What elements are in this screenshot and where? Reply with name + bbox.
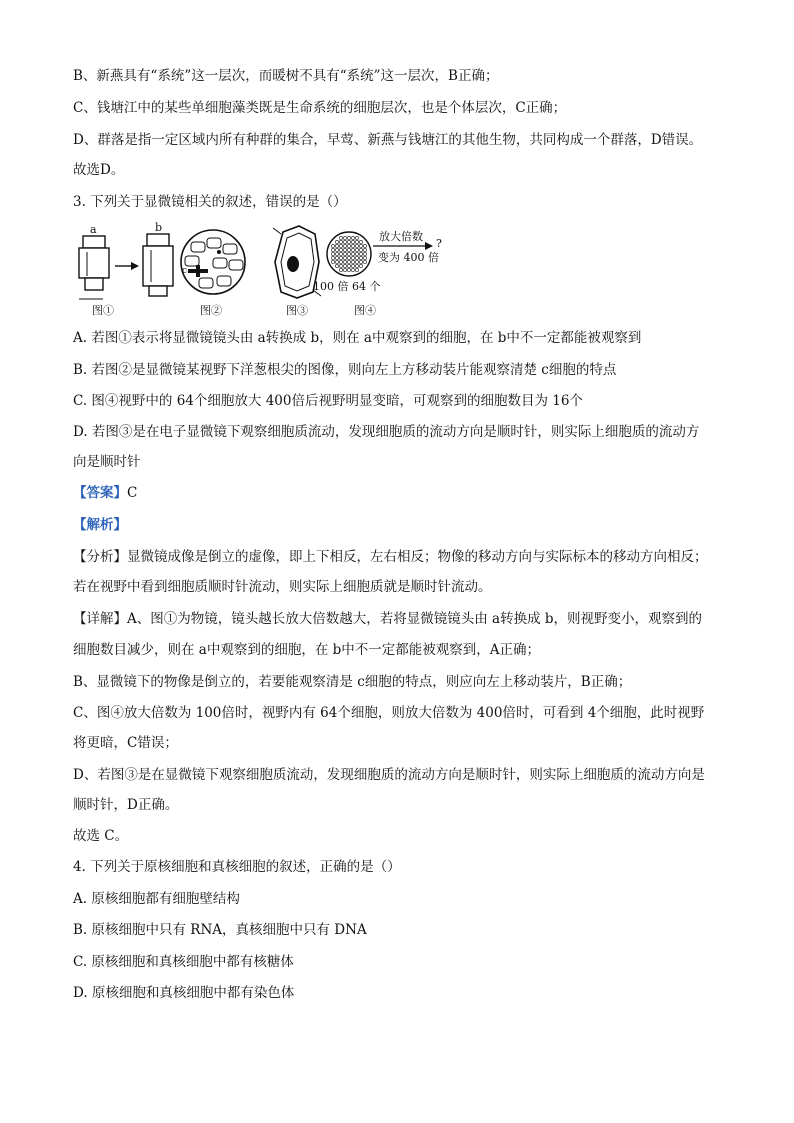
cell-dot — [343, 256, 346, 259]
bracket-close: 】 — [113, 611, 127, 627]
answer-line — [73, 483, 733, 503]
cell-dot — [355, 256, 358, 259]
magnify-bottom-label: 变为 400 倍 — [378, 251, 439, 264]
cell-dot — [359, 256, 362, 259]
text-line: 故选D。 — [73, 162, 125, 178]
cell-dot — [343, 264, 346, 267]
arrow-icon — [115, 262, 139, 270]
question-3: 3. 下列关于显微镜相关的叙述，错误的是（） — [73, 194, 347, 210]
cell-dot — [343, 268, 346, 271]
lens-label-a: a — [90, 223, 97, 236]
text-line: 将更暗，C错误； — [73, 735, 178, 751]
cell-dot — [351, 268, 354, 271]
xiangjie-line — [73, 609, 733, 629]
cell-dot — [359, 264, 362, 267]
cell-dot — [331, 244, 334, 247]
cell-dot — [339, 248, 342, 251]
cell-dot — [343, 244, 346, 247]
cell-dot — [335, 252, 338, 255]
cell-dot — [339, 268, 342, 271]
cell-dot — [335, 260, 338, 263]
text-line: C、图④放大倍数为 100倍时，视野内有 64个细胞，则放大倍数为 400倍时，可看到 4个细胞，此时视野 — [73, 705, 705, 721]
bracket-close: 】 — [113, 517, 127, 533]
objective-lens-b-icon — [143, 234, 173, 296]
question-4: 4. 下列关于原核细胞和真核细胞的叙述，正确的是（） — [73, 859, 401, 875]
microscope-figure — [73, 222, 453, 318]
objective-lens-a-icon — [79, 236, 109, 290]
cell-dot — [351, 240, 354, 243]
cell-field-icon — [327, 232, 371, 276]
cell-dot — [351, 244, 354, 247]
answer-value: C — [127, 485, 138, 501]
option-d-cont: 向是顺时针 — [73, 454, 141, 470]
xiangjie-text: A、图①为物镜，镜头越长放大倍数越大，若将显微镜镜头由 a转换成 b，则视野变小，观察到的 — [127, 611, 703, 627]
cell-dot — [351, 252, 354, 255]
cell-dot — [359, 252, 362, 255]
cell-dot — [335, 244, 338, 247]
option-d: D. 若图③是在电子显微镜下观察细胞质流动，发现细胞质的流动方向是顺时针，则实际上细胞质的流动方 — [73, 424, 700, 440]
bracket-close: 】 — [113, 549, 127, 565]
cell-dot — [331, 256, 334, 259]
cell-dot — [347, 236, 350, 239]
cell-dot — [355, 268, 358, 271]
cell-dot — [355, 236, 358, 239]
bracket-open: 【 — [73, 611, 87, 627]
cell-dot — [335, 240, 338, 243]
cell-dot — [347, 256, 350, 259]
question-mark: ? — [436, 237, 442, 250]
option-c: C. 原核细胞和真核细胞中都有核糖体 — [73, 954, 294, 970]
figure-caption-1: 图① — [92, 304, 114, 317]
cell-dot — [347, 248, 350, 251]
figure-caption-2: 图② — [200, 304, 222, 317]
cell-dot — [335, 256, 338, 259]
cell-dot — [359, 260, 362, 263]
cell-dot — [339, 252, 342, 255]
cell-dot — [347, 240, 350, 243]
text-line: 若在视野中看到细胞质顺时针流动，则实际上细胞质就是顺时针流动。 — [73, 579, 492, 595]
text-line: 细胞数目减少，则在 a中观察到的细胞，在 b中不一定都能被观察到，A正确； — [73, 642, 541, 658]
analysis-label: 解析 — [86, 517, 114, 533]
fenxi-label: 分析 — [86, 549, 114, 565]
cell-dot — [359, 248, 362, 251]
text-line: 顺时针，D正确。 — [73, 797, 179, 813]
answer-label: 答案 — [86, 485, 114, 501]
cell-dot — [359, 240, 362, 243]
text-line: D、群落是指一定区域内所有种群的集合，早莺、新燕与钱塘江的其他生物，共同构成一个群落，D错误。 — [73, 132, 703, 148]
xiangjie-label: 详解 — [86, 611, 114, 627]
text-line: B、显微镜下的物像是倒立的，若要能观察清是 c细胞的特点，则应向左上移动装片，B正确； — [73, 674, 632, 690]
hundred-label: 100 倍 64 个 — [313, 280, 381, 293]
lens-label-b: b — [155, 221, 163, 234]
option-b: B. 原核细胞中只有 RNA，真核细胞中只有 DNA — [73, 922, 367, 938]
cell-dot — [347, 252, 350, 255]
option-b: B. 若图②是显微镜某视野下洋葱根尖的图像，则向左上方移动装片能观察清楚 c细胞的特点 — [73, 362, 617, 378]
cell-dot — [343, 236, 346, 239]
cell-dot — [363, 256, 366, 259]
cell-dot — [355, 244, 358, 247]
cell-dot — [355, 260, 358, 263]
cell-dot — [339, 240, 342, 243]
analysis-line — [73, 515, 733, 535]
cell-dot — [363, 260, 366, 263]
cell-dot — [343, 260, 346, 263]
cell-dot — [351, 248, 354, 251]
cell-dot — [347, 244, 350, 247]
cell-dot — [363, 252, 366, 255]
cell-dot — [363, 244, 366, 247]
cell-dot — [339, 236, 342, 239]
cell-dot — [343, 252, 346, 255]
root-tip-view-icon — [181, 230, 245, 294]
figure-caption-3: 图③ — [286, 304, 308, 317]
cell-dot — [339, 260, 342, 263]
cell-dot — [339, 256, 342, 259]
cell-label-c: c — [182, 266, 188, 276]
cell-dot — [351, 260, 354, 263]
cell-dot — [351, 236, 354, 239]
bracket-close: 】 — [113, 485, 127, 501]
fenxi-text: 显微镜成像是倒立的虚像，即上下相反，左右相反；物像的移动方向与实际标本的移动方向相反； — [127, 549, 708, 565]
cell-dot — [355, 240, 358, 243]
cell-dot — [351, 264, 354, 267]
bracket-open: 【 — [73, 549, 87, 565]
cell-dot — [335, 248, 338, 251]
cell-dot — [363, 248, 366, 251]
text-line: 故选 C。 — [73, 828, 129, 844]
cell-dot — [331, 260, 334, 263]
figure-caption-4: 图④ — [354, 304, 376, 317]
bracket-open: 【 — [73, 517, 87, 533]
cell-dot — [355, 248, 358, 251]
cell-dot — [355, 264, 358, 267]
cell-dot — [339, 264, 342, 267]
bracket-open: 【 — [73, 485, 87, 501]
cell-dot — [331, 252, 334, 255]
option-c: C. 图④视野中的 64个细胞放大 400倍后视野明显变暗，可观察到的细胞数目为 16个 — [73, 393, 583, 409]
cell-dot — [331, 248, 334, 251]
cell-dot — [339, 244, 342, 247]
cell-dot — [359, 244, 362, 247]
cell-dot — [355, 252, 358, 255]
option-a: A. 原核细胞都有细胞壁结构 — [73, 891, 240, 907]
cell-dot — [335, 264, 338, 267]
text-line: C、钱塘江中的某些单细胞藻类既是生命系统的细胞层次，也是个体层次，C正确； — [73, 100, 567, 116]
cell-dot — [351, 256, 354, 259]
cell-dot — [347, 268, 350, 271]
fenxi-line — [73, 547, 733, 567]
text-line: D、若图③是在显微镜下观察细胞质流动，发现细胞质的流动方向是顺时针，则实际上细胞质的流动方向是 — [73, 767, 705, 783]
text-line: B、新燕具有“系统”这一层次，而暖树不具有“系统”这一层次，B正确； — [73, 68, 499, 84]
cell-dot — [343, 248, 346, 251]
cell-dot — [347, 260, 350, 263]
option-a: A. 若图①表示将显微镜镜头由 a转换成 b，则在 a中观察到的细胞，在 b中不一定都能被观察到 — [73, 330, 642, 346]
magnify-top-label: 放大倍数 — [379, 230, 423, 243]
cell-dot — [343, 240, 346, 243]
cell-dot — [347, 264, 350, 267]
option-d: D. 原核细胞和真核细胞中都有染色体 — [73, 985, 295, 1001]
